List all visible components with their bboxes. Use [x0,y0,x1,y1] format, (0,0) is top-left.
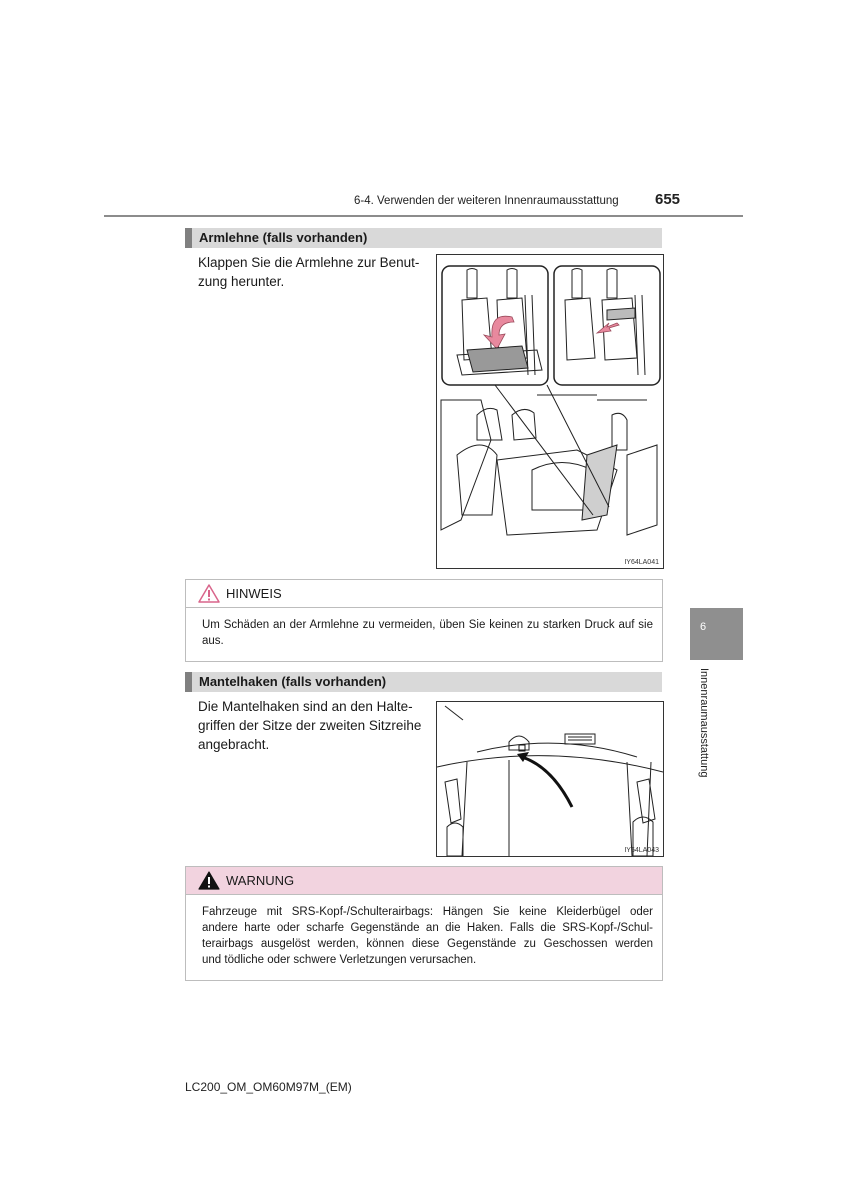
coat-hook-text-line: griffen der Sitze der zweiten Sitzreihe [198,718,422,733]
notice-title: HINWEIS [226,586,282,601]
header-rule [104,215,743,217]
armrest-illustration [437,255,663,568]
warning-triangle-filled-icon [198,871,220,890]
coat-hook-figure [436,701,664,857]
notice-box [185,579,663,662]
notice-text: Um Schäden an der Armlehne zu vermeiden, üben Sie keinen zu starken Druck auf sie aus. [202,619,653,647]
warning-title: WARNUNG [226,873,295,888]
armrest-text [198,253,426,291]
coat-hook-illustration [437,702,663,856]
coat-hook-text-line: angebracht. [198,737,270,752]
coat-hook-heading: Mantelhaken (falls vorhanden) [185,672,662,692]
notice-header [186,580,662,608]
warning-text-line: Fahrzeuge mit SRS-Kopf-/Schulterairbags: Hängen Sie keine Kleiderbügel oder [202,906,653,918]
armrest-figure [436,254,664,569]
warning-text-line: andere harte oder scharfe Gegenstände an die Haken. Falls die SRS-Kopf-/Schul- [202,922,653,934]
armrest-text-line: zung herunter. [198,274,285,289]
footer-code: LC200_OM_OM60M97M_(EM) [185,1080,352,1094]
figure-code: IY64LA041 [624,559,659,566]
chapter-title: Innenraumausstattung [698,668,710,778]
warning-text-line: und tödliche oder schwere Verletzungen verursachen. [202,954,477,966]
page-number: 655 [655,191,681,208]
figure-code: IY64LA043 [624,847,659,854]
chapter-number: 6 [700,621,707,633]
warning-text [186,895,662,968]
armrest-text-line: Klappen Sie die Armlehne zur Benut- [198,255,420,270]
armrest-heading: Armlehne (falls vorhanden) [185,228,662,248]
chapter-tab [690,608,743,660]
coat-hook-text [198,697,426,754]
warning-box [185,866,663,981]
warning-header [186,867,662,895]
caution-triangle-outline-icon [198,584,220,603]
warning-text-line: terairbags ausgelöst werden, können diese Gegenstände zu Geschossen werden [202,938,653,950]
coat-hook-text-line: Die Mantelhaken sind an den Halte- [198,699,413,714]
running-header-section: 6-4. Verwenden der weiteren Innenraumausstattung [354,195,619,207]
